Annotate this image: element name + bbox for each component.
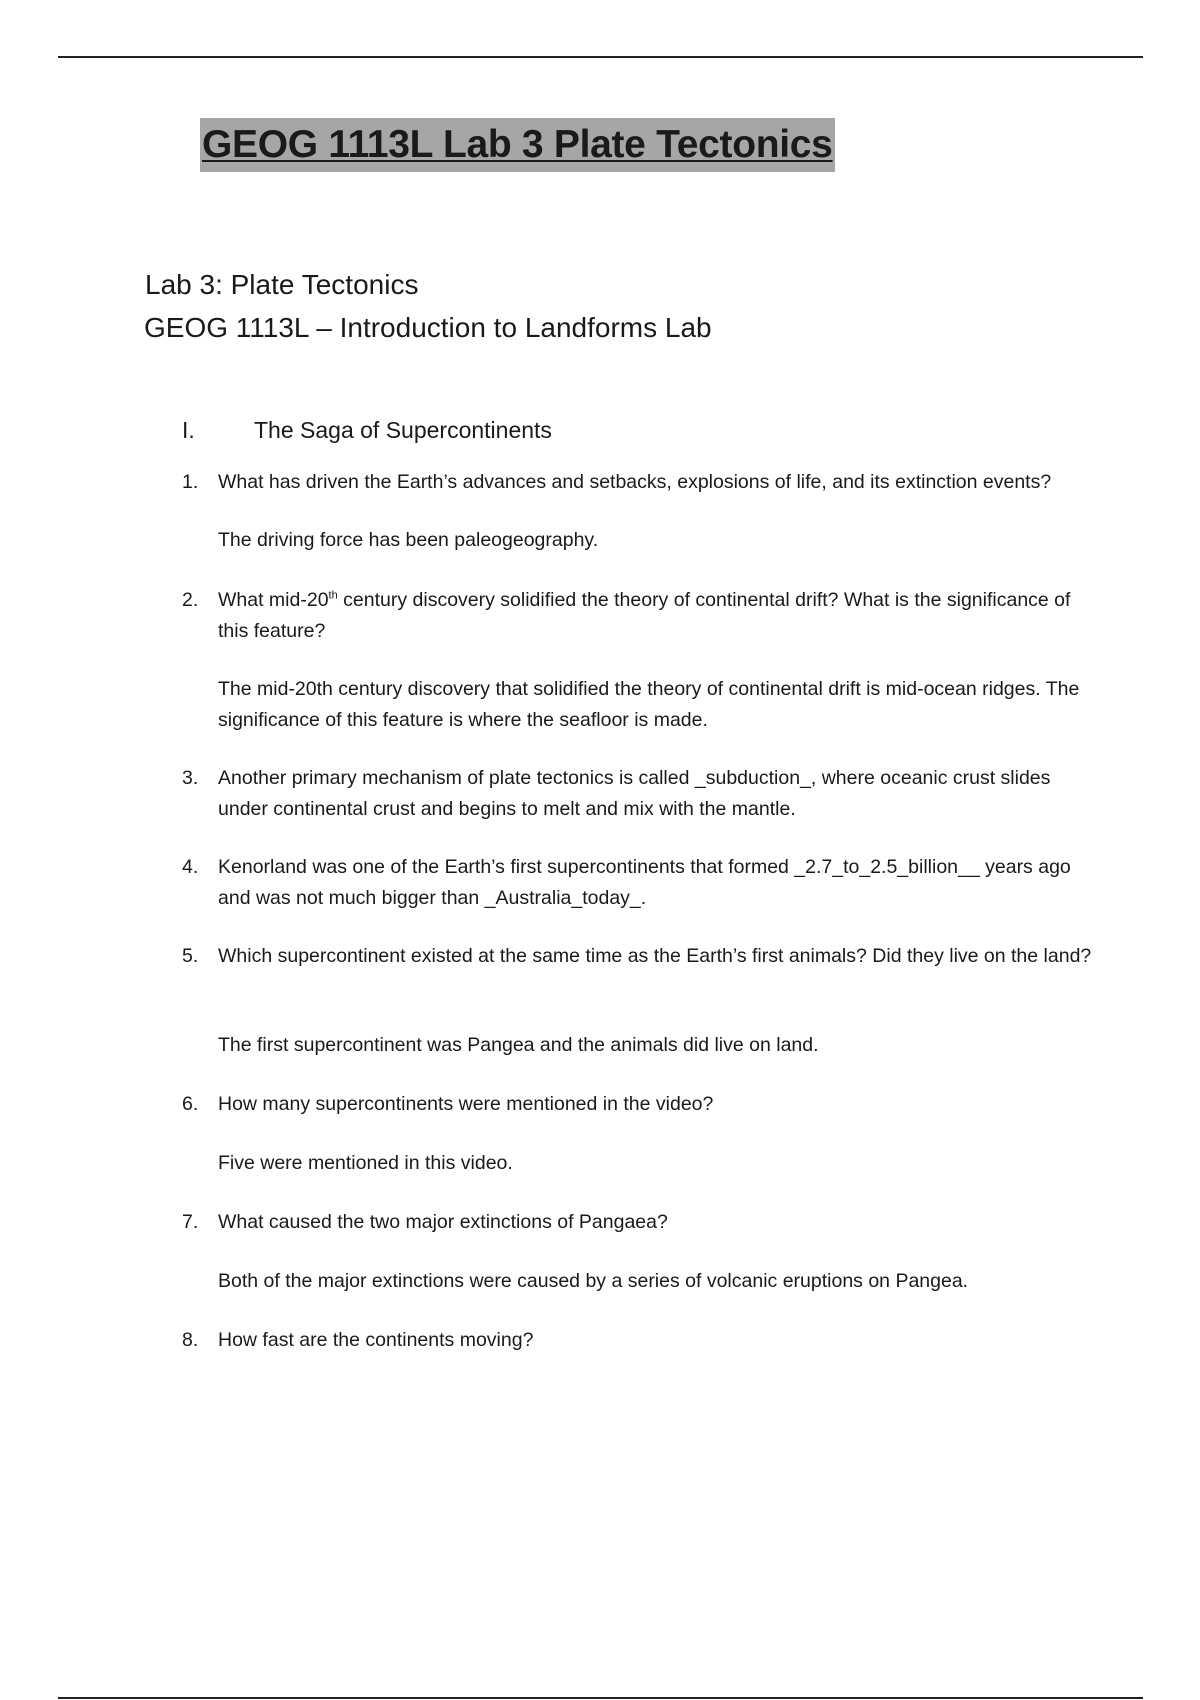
answer-6: Five were mentioned in this video.	[218, 1152, 513, 1174]
question-number: 4.	[182, 856, 199, 878]
answer-1: The driving force has been paleogeography.	[218, 529, 599, 551]
question-number: 7.	[182, 1211, 199, 1233]
lab-subtitle: Lab 3: Plate Tectonics	[145, 269, 419, 300]
question-text: Which supercontinent existed at the same time as the Earth’s first animals? Did they live on the land?	[218, 945, 1092, 967]
question-text: How many supercontinents were mentioned in the video?	[218, 1093, 714, 1115]
question-number: 6.	[182, 1093, 199, 1115]
section-title: The Saga of Supercontinents	[254, 417, 552, 443]
question-text: What caused the two major extinctions of Pangaea?	[218, 1211, 668, 1233]
section-numeral: I.	[182, 417, 195, 443]
document-title: GEOG 1113L Lab 3 Plate Tectonics	[200, 118, 835, 172]
superscript: th	[328, 589, 338, 602]
answer-2: The mid-20th century discovery that solidified the theory of continental drift is mid-ocean ridges. The significance of this feature is where the seafloor is made.	[218, 678, 1080, 731]
question-text: Another primary mechanism of plate tectonics is called _subduction_, where oceanic crust slides under continental crust and begins to melt and mix with the mantle.	[218, 767, 1051, 820]
question-2	[182, 585, 1102, 646]
header-rule	[58, 56, 1143, 58]
question-number: 1.	[182, 471, 199, 493]
answer-5: The first supercontinent was Pangea and the animals did live on land.	[218, 1034, 819, 1056]
question-8	[182, 1325, 1102, 1356]
question-1	[182, 467, 1102, 498]
question-number: 8.	[182, 1329, 199, 1351]
question-text	[218, 585, 1102, 646]
section-heading	[182, 415, 552, 445]
question-number: 3.	[182, 767, 199, 789]
question-number: 5.	[182, 945, 199, 967]
question-text-part: century discovery solidified the theory of continental drift? What is the significance of this feature?	[218, 589, 1071, 642]
question-3	[182, 763, 1102, 824]
question-6	[182, 1089, 1102, 1120]
question-text: Kenorland was one of the Earth’s first supercontinents that formed _2.7_to_2.5_billion__ years ago and was not much bigger than _Australia_today_.	[218, 856, 1071, 909]
footer-rule	[58, 1697, 1143, 1699]
question-4	[182, 852, 1102, 913]
question-text-part: What mid-20	[218, 589, 329, 611]
question-text: What has driven the Earth’s advances and setbacks, explosions of life, and its extinction events?	[218, 471, 1052, 493]
question-7	[182, 1207, 1102, 1238]
question-5	[182, 941, 1102, 972]
course-subtitle: GEOG 1113L – Introduction to Landforms Lab	[144, 312, 712, 343]
question-text: How fast are the continents moving?	[218, 1329, 534, 1351]
answer-7: Both of the major extinctions were caused by a series of volcanic eruptions on Pangea.	[218, 1270, 969, 1292]
question-number: 2.	[182, 589, 199, 611]
